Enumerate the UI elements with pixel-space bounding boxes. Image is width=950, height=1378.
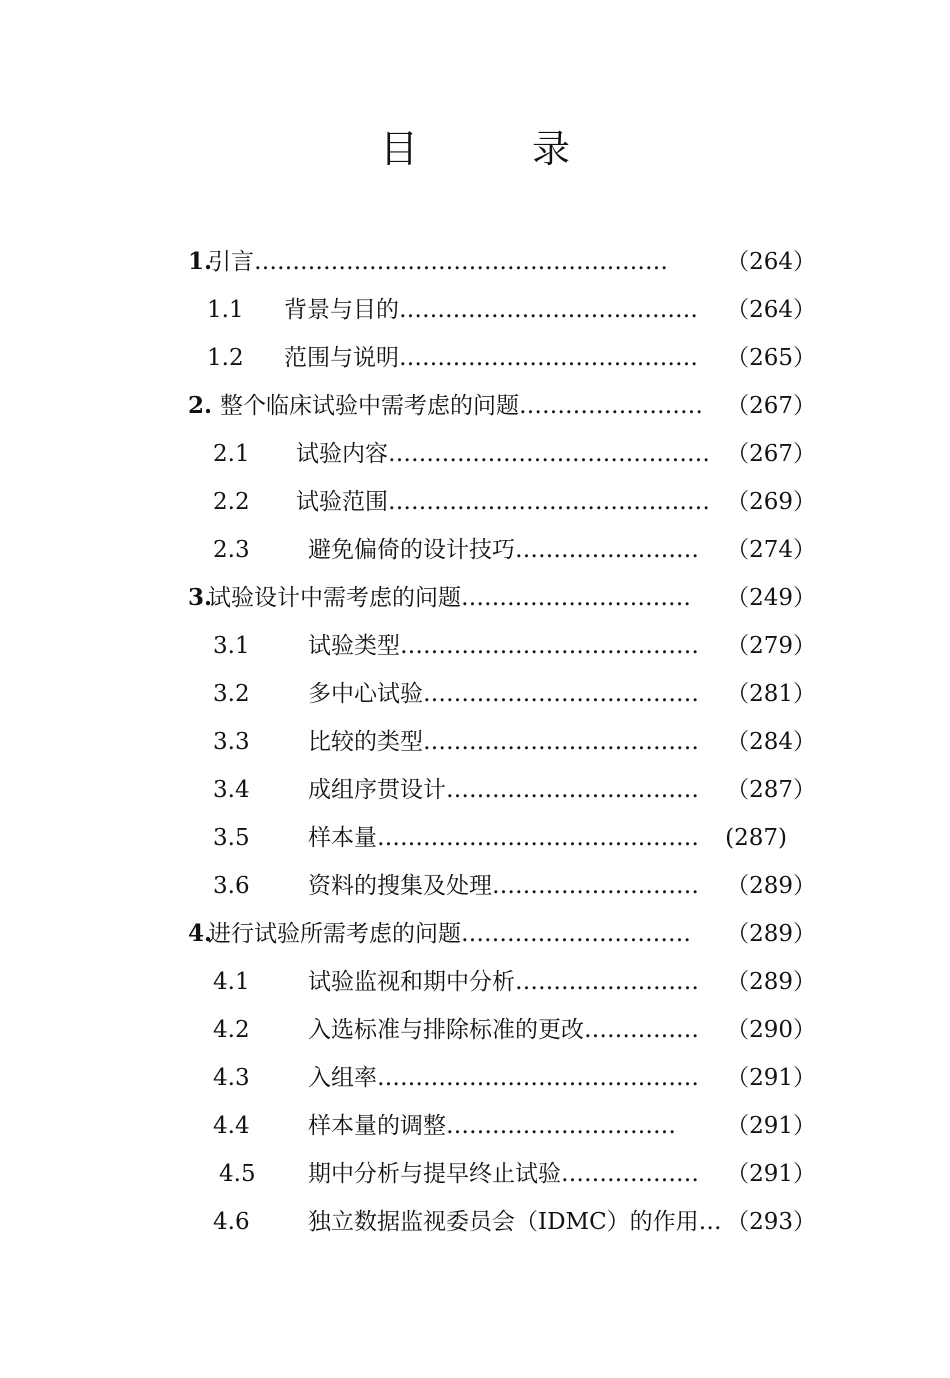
toc-entry-page: （293）: [726, 1209, 816, 1235]
toc-entry-title: 试验设计中需考虑的问题…………………………: [208, 585, 691, 611]
toc-entry-title: 入组率……………………………………: [308, 1065, 699, 1091]
toc-entry-number: 3.: [188, 584, 213, 611]
toc-entry-page: （267）: [726, 441, 816, 467]
toc-entry-title: 期中分析与提早终止试验………………: [308, 1161, 699, 1187]
toc-entry-title: 整个临床试验中需考虑的问题……………………: [220, 393, 703, 419]
toc-entry-2-3: [0, 526, 950, 574]
toc-entry-number: 4.5: [219, 1161, 256, 1187]
toc-entry-3-3: [0, 718, 950, 766]
toc-entry-page: （291）: [726, 1065, 816, 1091]
toc-entry-page: （264）: [726, 297, 816, 323]
toc-entry-number: 1.2: [207, 345, 244, 371]
toc-entry-page: （267）: [726, 393, 816, 419]
toc-entry-page: （281）: [726, 681, 816, 707]
toc-entry-page: （289）: [726, 873, 816, 899]
toc-entry-title: 进行试验所需考虑的问题…………………………: [208, 921, 691, 947]
toc-entry-2-1: [0, 430, 950, 478]
toc-entry-number: 3.4: [213, 777, 250, 803]
toc-entry-number: 3.3: [213, 729, 250, 755]
toc-entry-4-2: [0, 1006, 950, 1054]
toc-entry-page: （264）: [726, 249, 816, 275]
table-of-contents: [0, 238, 950, 1246]
toc-entry-3: [0, 574, 950, 622]
toc-entry-number: 2.3: [213, 537, 250, 563]
toc-entry-4-5: [0, 1150, 950, 1198]
toc-entry-number: 4.2: [213, 1017, 250, 1043]
toc-entry-page: （279）: [726, 633, 816, 659]
toc-entry-number: 4.3: [213, 1065, 250, 1091]
toc-entry-title: 样本量的调整…………………………: [308, 1113, 676, 1139]
toc-entry-title: 成组序贯设计……………………………: [308, 777, 699, 803]
toc-entry-page: （287）: [726, 777, 816, 803]
toc-entry-title: 试验范围……………………………………: [296, 489, 710, 515]
toc-entry-3-4: [0, 766, 950, 814]
toc-entry-number: 4.6: [213, 1209, 250, 1235]
toc-entry-number: 2.1: [213, 441, 250, 467]
toc-entry-1-1: [0, 286, 950, 334]
toc-entry-page: (287): [725, 825, 787, 851]
toc-entry-number: 3.1: [213, 633, 250, 659]
toc-entry-title: 独立数据监视委员会（IDMC）的作用…: [308, 1209, 722, 1235]
toc-entry-number: 4.: [188, 920, 213, 947]
toc-entry-title: 试验监视和期中分析……………………: [308, 969, 699, 995]
page-title: 目 录: [379, 127, 608, 171]
toc-entry-number: 1.: [188, 248, 213, 275]
toc-entry-number: 4.1: [213, 969, 250, 995]
toc-entry-number: 4.4: [213, 1113, 250, 1139]
toc-entry-number: 3.6: [213, 873, 250, 899]
toc-entry-4-6: [0, 1198, 950, 1246]
toc-entry-title: 引言………………………………………………: [208, 249, 668, 275]
toc-entry-number: 1.1: [207, 297, 244, 323]
toc-entry-1: [0, 238, 950, 286]
toc-entry-title: 入选标准与排除标准的更改……………: [308, 1017, 699, 1043]
toc-entry-4-1: [0, 958, 950, 1006]
toc-entry-title: 比较的类型………………………………: [308, 729, 699, 755]
toc-entry-number: 2.: [188, 392, 213, 419]
toc-entry-page: （249）: [726, 585, 816, 611]
toc-entry-page: （265）: [726, 345, 816, 371]
toc-entry-page: （290）: [726, 1017, 816, 1043]
toc-entry-2-2: [0, 478, 950, 526]
toc-entry-number: 3.2: [213, 681, 250, 707]
toc-entry-3-2: [0, 670, 950, 718]
toc-entry-3-6: [0, 862, 950, 910]
toc-entry-title: 资料的搜集及处理………………………: [308, 873, 699, 899]
toc-entry-4-4: [0, 1102, 950, 1150]
toc-entry-4-3: [0, 1054, 950, 1102]
toc-entry-page: （274）: [726, 537, 816, 563]
toc-entry-page: （269）: [726, 489, 816, 515]
toc-entry-4: [0, 910, 950, 958]
toc-entry-title: 样本量……………………………………: [308, 825, 699, 851]
toc-entry-1-2: [0, 334, 950, 382]
toc-entry-number: 2.2: [213, 489, 250, 515]
toc-entry-page: （284）: [726, 729, 816, 755]
toc-entry-page: （291）: [726, 1161, 816, 1187]
toc-entry-page: （291）: [726, 1113, 816, 1139]
toc-entry-page: （289）: [726, 921, 816, 947]
toc-entry-page: （289）: [726, 969, 816, 995]
toc-entry-2: [0, 382, 950, 430]
toc-entry-title: 范围与说明…………………………………: [284, 345, 698, 371]
toc-entry-title: 背景与目的…………………………………: [284, 297, 698, 323]
toc-entry-3-5: [0, 814, 950, 862]
toc-entry-number: 3.5: [213, 825, 250, 851]
toc-entry-title: 试验类型…………………………………: [308, 633, 699, 659]
toc-entry-title: 多中心试验………………………………: [308, 681, 699, 707]
toc-entry-title: 试验内容……………………………………: [296, 441, 710, 467]
toc-entry-title: 避免偏倚的设计技巧……………………: [308, 537, 699, 563]
toc-entry-3-1: [0, 622, 950, 670]
